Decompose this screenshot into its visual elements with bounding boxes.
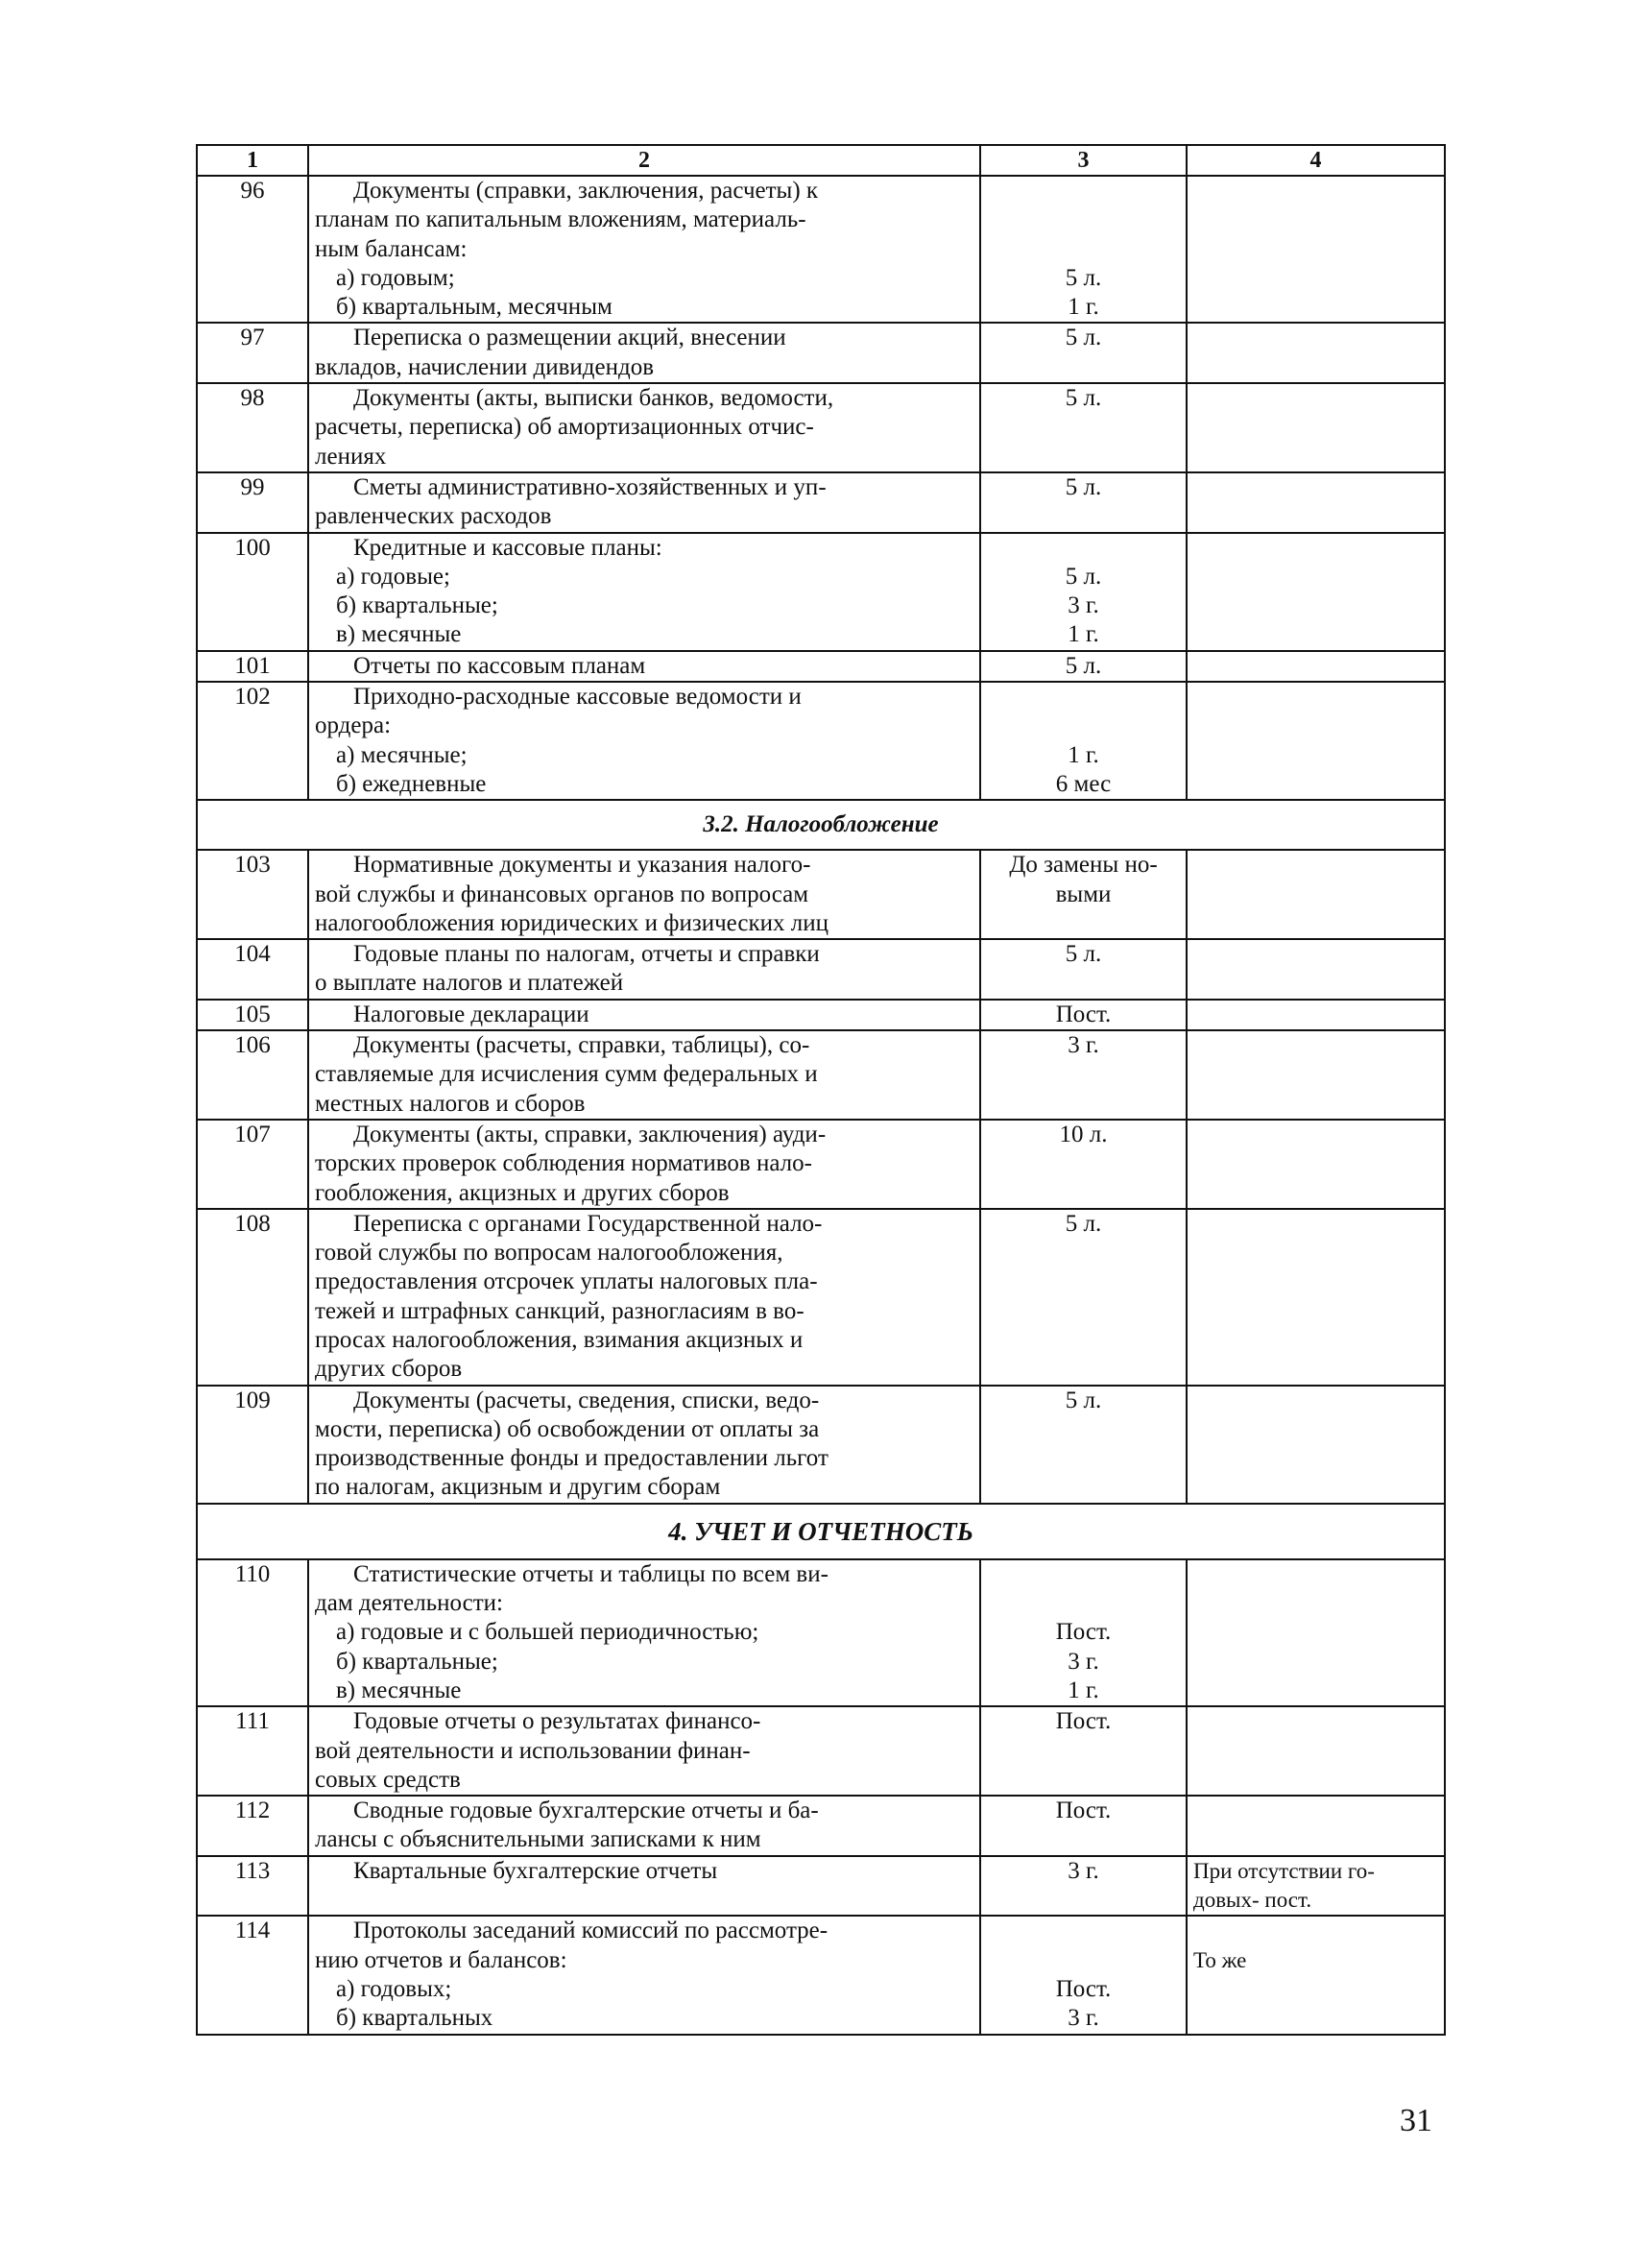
document-type-cell	[308, 1856, 980, 1917]
document-type-line: дам деятельности:	[315, 1590, 503, 1617]
article-number: 110	[197, 1559, 308, 1706]
retention-term: 10 л.	[1059, 1121, 1108, 1147]
table-row	[197, 323, 1445, 383]
note-cell	[1187, 850, 1445, 939]
note-cell	[1187, 651, 1445, 682]
document-type-cell	[308, 323, 980, 383]
document-type-line: Нормативные документы и указания налого-	[353, 852, 811, 879]
document-type-cell	[308, 1916, 980, 2034]
document-type-cell	[308, 1000, 980, 1030]
retention-term: 3 г.	[1068, 2005, 1099, 2032]
retention-term-cell	[980, 1000, 1187, 1030]
document-type-line: о выплате налогов и платежей	[315, 970, 624, 997]
retention-term: 5 л.	[1065, 563, 1102, 590]
retention-term: Пост.	[1055, 1798, 1112, 1824]
note-cell	[1187, 1000, 1445, 1030]
retention-term-cell	[980, 1706, 1187, 1796]
document-type-cell	[308, 1796, 980, 1856]
document-type-line: производственные фонды и предоставлении льгот	[315, 1445, 829, 1472]
note-cell	[1187, 1209, 1445, 1386]
note-cell	[1187, 323, 1445, 383]
document-type-line: б) ежедневные	[336, 770, 487, 797]
table-body	[197, 145, 1445, 2035]
article-number: 99	[197, 472, 308, 533]
document-type-line: ставляемые для исчисления сумм федеральных и	[315, 1061, 818, 1088]
table-row	[197, 1796, 1445, 1856]
table-row	[197, 1559, 1445, 1706]
section-heading-row	[197, 1504, 1445, 1559]
document-type-line: расчеты, переписка) об амортизационных отчис-	[315, 414, 814, 441]
retention-term-cell	[980, 1209, 1187, 1386]
article-number: 113	[197, 1856, 308, 1917]
retention-term-cell	[980, 850, 1187, 939]
retention-term-cell	[980, 1030, 1187, 1120]
table-row	[197, 1706, 1445, 1796]
retention-term-cell	[980, 383, 1187, 472]
note-cell	[1187, 1386, 1445, 1504]
document-type-line: планам по капитальным вложениям, материаль-	[315, 206, 806, 233]
document-type-line: гообложения, акцизных и других сборов	[315, 1179, 730, 1206]
document-type-line: других сборов	[315, 1356, 463, 1383]
document-type-line: Отчеты по кассовым планам	[353, 652, 646, 679]
page-number: 31	[1400, 2103, 1432, 2138]
document-type-line: Документы (расчеты, сведения, списки, ведо-	[353, 1387, 820, 1413]
document-type-cell	[308, 651, 980, 682]
article-number: 108	[197, 1209, 308, 1386]
table-row	[197, 850, 1445, 939]
document-type-line: Квартальные бухгалтерские отчеты	[353, 1857, 718, 1884]
document-table	[196, 144, 1446, 2036]
document-type-line: в) месячные	[336, 621, 462, 648]
document-type-line: торских проверок соблюдения нормативов нало-	[315, 1150, 812, 1177]
document-type-line: Годовые отчеты о результатах финансо-	[353, 1708, 761, 1735]
note-cell	[1187, 1796, 1445, 1856]
note-cell	[1187, 383, 1445, 472]
retention-term-cell	[980, 323, 1187, 383]
table-row	[197, 1916, 1445, 2034]
spacer	[1193, 1917, 1444, 1945]
retention-term: 1 г.	[1068, 1677, 1099, 1703]
article-number: 100	[197, 533, 308, 651]
document-type-line: Приходно-расходные кассовые ведомости и	[353, 684, 802, 711]
document-type-line: вкладов, начислении дивидендов	[315, 353, 655, 380]
retention-term-cell	[980, 176, 1187, 323]
table-row	[197, 1030, 1445, 1120]
table-row	[197, 1856, 1445, 1917]
document-type-cell	[308, 1120, 980, 1209]
document-type-line: нию отчетов и балансов:	[315, 1946, 567, 1973]
table-row	[197, 651, 1445, 682]
note-cell	[1187, 472, 1445, 533]
spacer	[981, 1589, 1186, 1618]
note-cell	[1187, 1559, 1445, 1706]
retention-term: 1 г.	[1068, 741, 1099, 768]
document-type-cell	[308, 533, 980, 651]
article-number: 114	[197, 1916, 308, 2034]
document-type-line: Кредитные и кассовые планы:	[353, 534, 662, 561]
document-type-line: а) годовых;	[336, 1975, 452, 2002]
document-type-line: местных налогов и сборов	[315, 1090, 586, 1117]
document-type-line: Сводные годовые бухгалтерские отчеты и ба-	[353, 1798, 819, 1824]
retention-term: 1 г.	[1068, 621, 1099, 648]
retention-term: 5 л.	[1065, 652, 1102, 679]
document-type-line: ордера:	[315, 712, 392, 739]
note-cell	[1187, 1856, 1445, 1917]
note-cell	[1187, 1030, 1445, 1120]
article-number: 106	[197, 1030, 308, 1120]
article-number: 107	[197, 1120, 308, 1209]
retention-term-cell	[980, 1386, 1187, 1504]
note-cell	[1187, 1706, 1445, 1796]
retention-term: 5 л.	[1065, 385, 1102, 412]
article-number: 109	[197, 1386, 308, 1504]
document-type-line: Переписка с органами Государственной нало-	[353, 1210, 823, 1237]
document-type-line: а) годовые;	[336, 563, 450, 590]
table-row	[197, 1120, 1445, 1209]
document-type-line: Документы (акты, справки, заключения) ауди-	[353, 1121, 827, 1147]
document-type-line: налогообложения юридических и физических лиц	[315, 909, 829, 936]
table-row	[197, 939, 1445, 1000]
retention-term-cell	[980, 939, 1187, 1000]
document-type-line: вой деятельности и использовании финан-	[315, 1737, 751, 1764]
note-line: При отсутствии го-	[1193, 1858, 1375, 1883]
spacer	[981, 534, 1186, 563]
document-type-line: ным балансам:	[315, 235, 468, 262]
retention-term: 3 г.	[1068, 1648, 1099, 1675]
retention-term: 5 л.	[1065, 325, 1102, 351]
retention-term: 5 л.	[1065, 264, 1102, 291]
section-heading-row	[197, 800, 1445, 850]
document-type-cell	[308, 383, 980, 472]
document-type-cell	[308, 472, 980, 533]
retention-term: выми	[1055, 881, 1112, 907]
document-type-line: Сметы административно-хозяйственных и уп-	[353, 473, 827, 500]
document-type-line: Статистические отчеты и таблицы по всем ви-	[353, 1560, 829, 1587]
spacer	[981, 177, 1186, 205]
document-type-cell	[308, 850, 980, 939]
table-row	[197, 176, 1445, 323]
retention-term-cell	[980, 1559, 1187, 1706]
note-cell	[1187, 1120, 1445, 1209]
document-type-line: Документы (расчеты, справки, таблицы), со-	[353, 1032, 810, 1059]
retention-term-cell	[980, 1856, 1187, 1917]
document-type-line: Переписка о размещении акций, внесении	[353, 325, 786, 351]
spacer	[981, 1917, 1186, 1945]
retention-term-cell	[980, 1120, 1187, 1209]
article-number: 105	[197, 1000, 308, 1030]
document-type-line: в) месячные	[336, 1677, 462, 1703]
article-number: 102	[197, 682, 308, 800]
table-row	[197, 533, 1445, 651]
document-type-line: б) квартальные;	[336, 592, 498, 619]
spacer	[981, 683, 1186, 712]
document-type-cell	[308, 176, 980, 323]
spacer	[981, 712, 1186, 740]
document-type-line: лениях	[315, 443, 387, 470]
document-type-cell	[308, 1030, 980, 1120]
retention-term-cell	[980, 1796, 1187, 1856]
retention-term: Пост.	[1055, 1619, 1112, 1646]
document-type-line: Протоколы заседаний комиссий по рассмотре-	[353, 1918, 829, 1944]
spacer	[981, 1946, 1186, 1975]
retention-term: Пост.	[1055, 1708, 1112, 1735]
document-type-cell	[308, 1559, 980, 1706]
document-type-line: б) квартальные;	[336, 1648, 498, 1675]
document-type-cell	[308, 1386, 980, 1504]
retention-term: Пост.	[1055, 1975, 1112, 2002]
note-cell	[1187, 533, 1445, 651]
retention-term: 3 г.	[1068, 1857, 1099, 1884]
document-type-line: просах налогообложения, взимания акцизных и	[315, 1326, 804, 1353]
table-row	[197, 682, 1445, 800]
header-col-3: 3	[980, 145, 1187, 176]
note-cell	[1187, 1916, 1445, 2034]
table-row	[197, 1209, 1445, 1386]
document-type-line: равленческих расходов	[315, 503, 552, 530]
note-cell	[1187, 682, 1445, 800]
article-number: 112	[197, 1796, 308, 1856]
document-type-line: Годовые планы по налогам, отчеты и справки	[353, 941, 820, 968]
header-col-1: 1	[197, 145, 308, 176]
document-type-line: Документы (акты, выписки банков, ведомости,	[353, 385, 834, 412]
retention-term: 5 л.	[1065, 941, 1102, 968]
header-col-2: 2	[308, 145, 980, 176]
retention-term-cell	[980, 651, 1187, 682]
article-number: 101	[197, 651, 308, 682]
document-type-line: а) годовым;	[336, 264, 455, 291]
document-type-line: тежей и штрафных санкций, разногласиям в во-	[315, 1297, 804, 1324]
document-type-line: мости, переписка) об освобождении от оплаты за	[315, 1415, 820, 1442]
retention-term: 1 г.	[1068, 294, 1099, 321]
retention-term-cell	[980, 533, 1187, 651]
document-type-cell	[308, 682, 980, 800]
document-type-line: б) квартальных	[336, 2005, 493, 2032]
document-type-line: лансы с объяснительными записками к ним	[315, 1826, 761, 1853]
section-heading: 3.2. Налогообложение	[197, 800, 1445, 850]
table-row	[197, 383, 1445, 472]
note-cell	[1187, 176, 1445, 323]
retention-term: Пост.	[1055, 1001, 1112, 1027]
article-number: 98	[197, 383, 308, 472]
document-type-line: Налоговые декларации	[353, 1001, 589, 1027]
article-number: 96	[197, 176, 308, 323]
document-type-line: по налогам, акцизным и другим сборам	[315, 1474, 721, 1501]
document-type-cell	[308, 939, 980, 1000]
article-number: 97	[197, 323, 308, 383]
retention-term-cell	[980, 682, 1187, 800]
table-row	[197, 1000, 1445, 1030]
table-row	[197, 1386, 1445, 1504]
document-type-line: а) месячные;	[336, 741, 468, 768]
document-type-line: Документы (справки, заключения, расчеты) к	[353, 178, 819, 204]
retention-term: До замены но-	[1009, 852, 1158, 879]
retention-term-cell	[980, 472, 1187, 533]
retention-term: 3 г.	[1068, 1032, 1099, 1059]
document-type-line: б) квартальным, месячным	[336, 294, 612, 321]
document-type-cell	[308, 1706, 980, 1796]
section-heading: 4. УЧЕТ И ОТЧЕТНОСТЬ	[197, 1504, 1445, 1559]
retention-term: 6 мес	[1055, 770, 1112, 797]
document-type-line: а) годовые и с большей периодичностью;	[336, 1619, 759, 1646]
spacer	[981, 235, 1186, 264]
article-number: 111	[197, 1706, 308, 1796]
document-type-line: вой службы и финансовых органов по вопросам	[315, 881, 809, 907]
retention-term: 5 л.	[1065, 473, 1102, 500]
spacer	[981, 1560, 1186, 1589]
spacer	[981, 205, 1186, 234]
table-row	[197, 472, 1445, 533]
retention-term: 5 л.	[1065, 1210, 1102, 1237]
note-cell	[1187, 939, 1445, 1000]
retention-term: 5 л.	[1065, 1387, 1102, 1413]
document-type-line: совых средств	[315, 1766, 461, 1793]
retention-term: 3 г.	[1068, 592, 1099, 619]
retention-term-cell	[980, 1916, 1187, 2034]
document-type-line: говой службы по вопросам налогообложения,	[315, 1240, 783, 1267]
article-number: 104	[197, 939, 308, 1000]
document-type-cell	[308, 1209, 980, 1386]
note-line: То же	[1193, 1947, 1247, 1972]
article-number: 103	[197, 850, 308, 939]
header-col-4: 4	[1187, 145, 1445, 176]
note-line: довых- пост.	[1193, 1888, 1312, 1913]
document-type-line: предоставления отсрочек уплаты налоговых пла-	[315, 1268, 818, 1295]
header-row	[197, 145, 1445, 176]
